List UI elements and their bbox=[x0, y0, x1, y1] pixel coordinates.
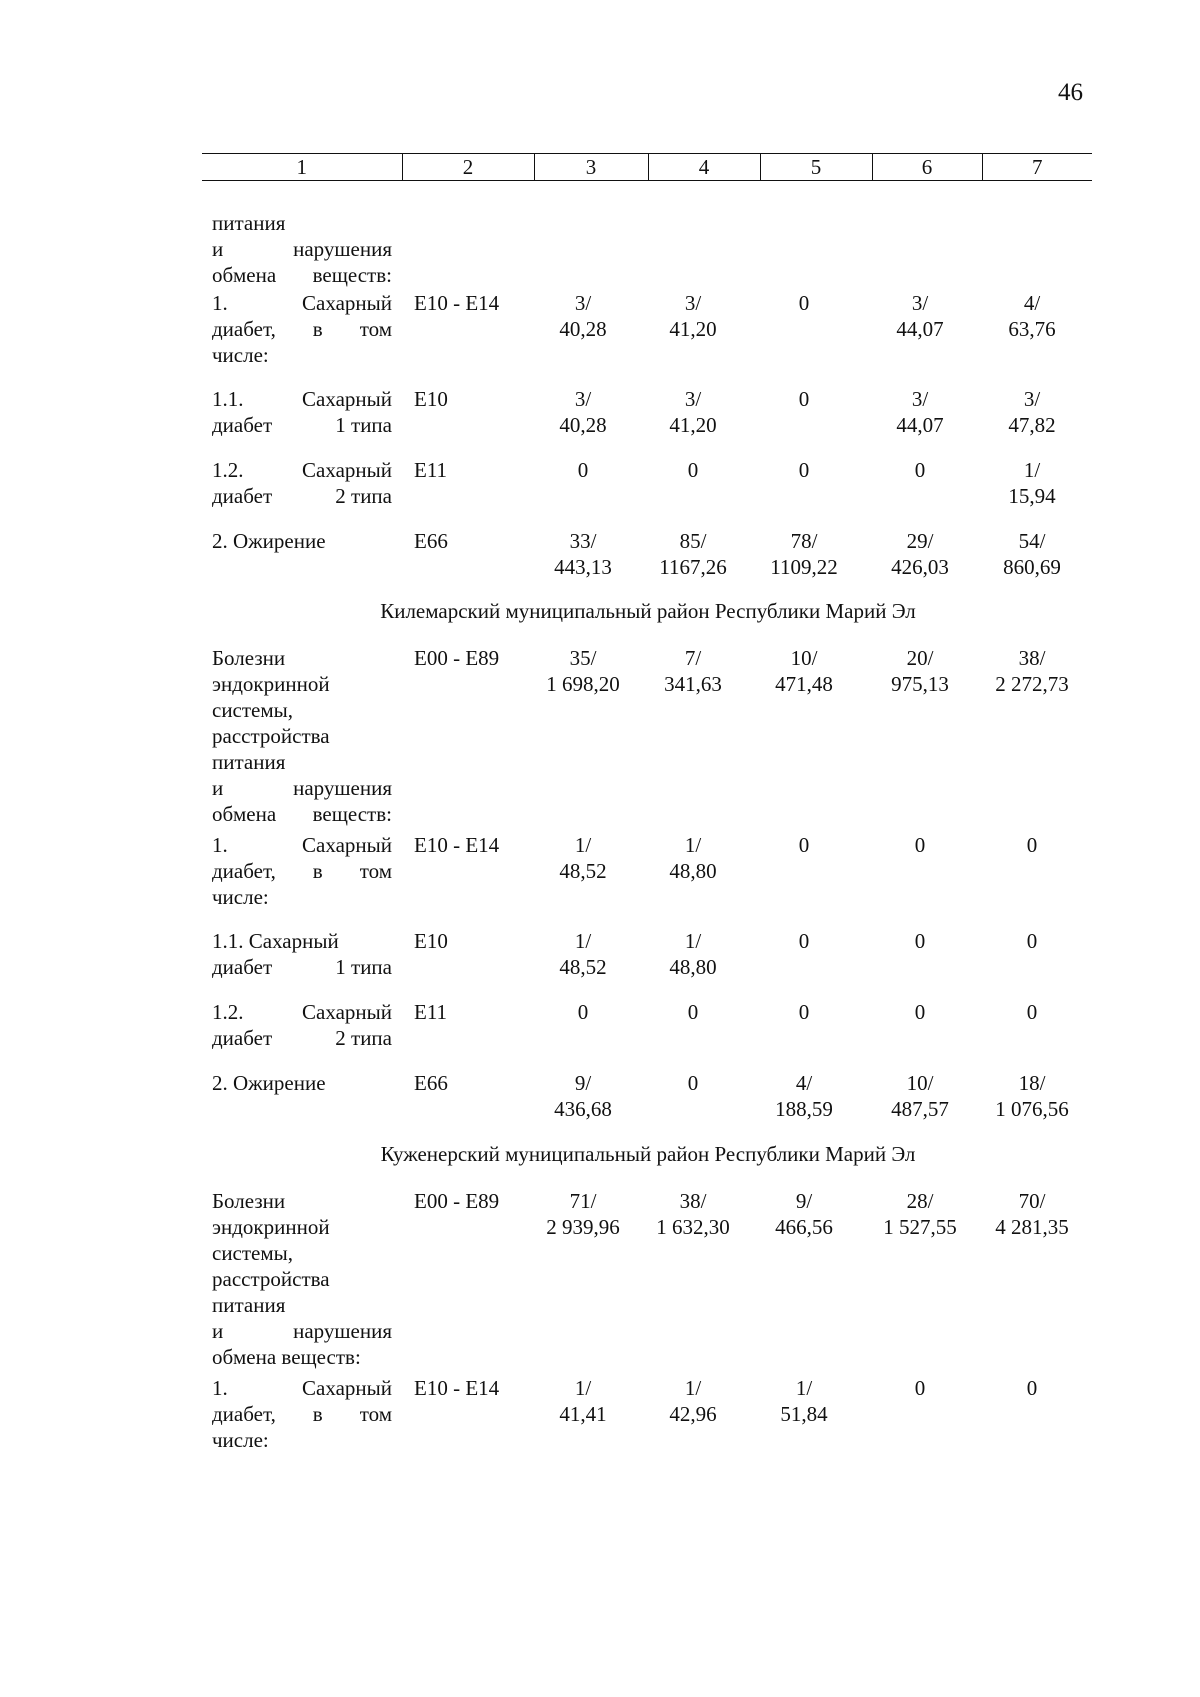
row-label-word: 1. bbox=[212, 291, 228, 315]
case-count: 0 bbox=[1026, 1000, 1038, 1024]
row-label-word: питания bbox=[212, 1293, 286, 1317]
row-label-word: Сахарный bbox=[302, 387, 392, 411]
value-cell-col-5 bbox=[749, 928, 859, 954]
case-count: 1/ bbox=[1023, 458, 1041, 482]
row-label bbox=[212, 1070, 392, 1096]
row-label-word: диабет bbox=[212, 1026, 273, 1050]
row-label-word: системы, bbox=[212, 698, 294, 722]
value-cell-col-5 bbox=[749, 1070, 859, 1122]
case-count: 3/ bbox=[574, 387, 592, 411]
value-cell-col-3 bbox=[528, 528, 638, 580]
row-label bbox=[212, 528, 392, 554]
row-label-word: обмена bbox=[212, 263, 277, 287]
rate-value: 1 632,30 bbox=[656, 1215, 730, 1239]
value-cell-col-7 bbox=[977, 999, 1087, 1025]
value-cell-col-7 bbox=[977, 645, 1087, 697]
row-label-word: диабет bbox=[212, 484, 273, 508]
rate-value: 975,13 bbox=[891, 672, 949, 696]
case-count: 54/ bbox=[1018, 529, 1046, 553]
row-label-word: питания bbox=[212, 211, 286, 235]
rate-value: 436,68 bbox=[554, 1097, 612, 1121]
column-number-6: 6 bbox=[872, 154, 982, 181]
value-cell-col-7 bbox=[977, 528, 1087, 580]
row-label bbox=[212, 1188, 392, 1370]
row-label-word: диабет bbox=[212, 955, 273, 979]
row-label bbox=[212, 457, 392, 509]
row-label-word: том bbox=[359, 1402, 392, 1426]
case-count: 38/ bbox=[679, 1189, 707, 1213]
row-label-word: диабет, bbox=[212, 859, 276, 883]
value-cell-col-7 bbox=[977, 290, 1087, 342]
case-count: 71/ bbox=[569, 1189, 597, 1213]
row-label-word: Сахарный bbox=[302, 1376, 392, 1400]
case-count: 28/ bbox=[906, 1189, 934, 1213]
column-number-1: 1 bbox=[202, 154, 402, 181]
row-label-word: 1.1. Сахарный bbox=[212, 929, 339, 953]
value-cell-col-7 bbox=[977, 1375, 1087, 1401]
rate-value: 4 281,35 bbox=[995, 1215, 1069, 1239]
value-cell-col-4 bbox=[638, 928, 748, 980]
row-label-word: нарушения bbox=[293, 1319, 392, 1343]
case-count: 0 bbox=[1026, 929, 1038, 953]
rate-value: 1 076,56 bbox=[995, 1097, 1069, 1121]
value-cell-col-6 bbox=[865, 386, 975, 438]
value-cell-col-5 bbox=[749, 999, 859, 1025]
case-count: 0 bbox=[687, 1000, 699, 1024]
value-cell-col-6 bbox=[865, 999, 975, 1025]
row-label-word: том bbox=[359, 317, 392, 341]
row-label-word: 1. bbox=[212, 833, 228, 857]
case-count: 0 bbox=[577, 1000, 589, 1024]
case-count: 0 bbox=[798, 833, 810, 857]
row-label-word: Сахарный bbox=[302, 833, 392, 857]
row-label-word: числе: bbox=[212, 885, 269, 909]
row-label-word: и bbox=[212, 237, 224, 261]
value-cell-col-3 bbox=[528, 1188, 638, 1240]
rate-value: 1 698,20 bbox=[546, 672, 620, 696]
value-cell-col-3 bbox=[528, 290, 638, 342]
case-count: 78/ bbox=[790, 529, 818, 553]
value-cell-col-3 bbox=[528, 832, 638, 884]
value-cell-col-3 bbox=[528, 1070, 638, 1122]
value-cell-col-3 bbox=[528, 999, 638, 1025]
value-cell-col-5 bbox=[749, 645, 859, 697]
case-count: 3/ bbox=[684, 291, 702, 315]
value-cell-col-6 bbox=[865, 832, 975, 858]
value-cell-col-3 bbox=[528, 386, 638, 438]
case-count: 7/ bbox=[684, 646, 702, 670]
case-count: 0 bbox=[577, 458, 589, 482]
case-count: 10/ bbox=[906, 1071, 934, 1095]
case-count: 18/ bbox=[1018, 1071, 1046, 1095]
rate-value: 2 939,96 bbox=[546, 1215, 620, 1239]
icd-code: E11 bbox=[414, 458, 448, 482]
column-number-7: 7 bbox=[982, 154, 1092, 181]
value-cell-col-7 bbox=[977, 1188, 1087, 1240]
case-count: 0 bbox=[914, 1000, 926, 1024]
rate-value: 63,76 bbox=[1008, 317, 1056, 341]
case-count: 0 bbox=[687, 458, 699, 482]
icd-code: E66 bbox=[414, 529, 448, 553]
value-cell-col-4 bbox=[638, 386, 748, 438]
case-count: 0 bbox=[798, 929, 810, 953]
case-count: 1/ bbox=[574, 929, 592, 953]
rate-value: 15,94 bbox=[1008, 484, 1056, 508]
value-cell-col-4 bbox=[638, 832, 748, 884]
case-count: 3/ bbox=[574, 291, 592, 315]
case-count: 0 bbox=[798, 291, 810, 315]
row-label-word: эндокринной bbox=[212, 672, 330, 696]
value-cell-col-3 bbox=[528, 645, 638, 697]
value-cell-col-7 bbox=[977, 928, 1087, 954]
case-count: 38/ bbox=[1018, 646, 1046, 670]
value-cell-col-5 bbox=[749, 832, 859, 858]
case-count: 4/ bbox=[795, 1071, 813, 1095]
case-count: 0 bbox=[914, 1376, 926, 1400]
row-label-word: диабет, bbox=[212, 1402, 276, 1426]
icd-code: E10 bbox=[414, 929, 448, 953]
value-cell-col-5 bbox=[749, 457, 859, 483]
row-label-word: эндокринной bbox=[212, 1215, 330, 1239]
rate-value: 341,63 bbox=[664, 672, 722, 696]
row-label-word: Сахарный bbox=[302, 458, 392, 482]
row-label-word: питания bbox=[212, 750, 286, 774]
case-count: 1/ bbox=[574, 1376, 592, 1400]
rate-value: 466,56 bbox=[775, 1215, 833, 1239]
row-label-word: в bbox=[312, 859, 323, 883]
column-number-2: 2 bbox=[402, 154, 534, 181]
value-cell-col-6 bbox=[865, 645, 975, 697]
icd-code: E10 bbox=[414, 387, 448, 411]
value-cell-col-4 bbox=[638, 1375, 748, 1427]
rate-value: 860,69 bbox=[1003, 555, 1061, 579]
rate-value: 2 272,73 bbox=[995, 672, 1069, 696]
value-cell-col-5 bbox=[749, 290, 859, 316]
rate-value: 1 527,55 bbox=[883, 1215, 957, 1239]
row-label-word: 2 типа bbox=[335, 1026, 392, 1050]
row-label-word: числе: bbox=[212, 1428, 269, 1452]
rate-value: 47,82 bbox=[1008, 413, 1056, 437]
rate-value: 41,20 bbox=[669, 317, 717, 341]
case-count: 0 bbox=[914, 833, 926, 857]
row-label-word: Болезни bbox=[212, 1189, 286, 1213]
value-cell-col-3 bbox=[528, 1375, 638, 1427]
case-count: 9/ bbox=[795, 1189, 813, 1213]
case-count: 35/ bbox=[569, 646, 597, 670]
case-count: 0 bbox=[1026, 1376, 1038, 1400]
case-count: 1/ bbox=[795, 1376, 813, 1400]
row-label-word: диабет, bbox=[212, 317, 276, 341]
rate-value: 40,28 bbox=[559, 413, 607, 437]
case-count: 1/ bbox=[684, 929, 702, 953]
row-label-word: том bbox=[359, 859, 392, 883]
case-count: 10/ bbox=[790, 646, 818, 670]
value-cell-col-4 bbox=[638, 1070, 748, 1096]
value-cell-col-5 bbox=[749, 1375, 859, 1427]
case-count: 70/ bbox=[1018, 1189, 1046, 1213]
case-count: 0 bbox=[798, 1000, 810, 1024]
case-count: 0 bbox=[798, 458, 810, 482]
value-cell-col-6 bbox=[865, 528, 975, 580]
value-cell-col-5 bbox=[749, 386, 859, 412]
row-label-word: и bbox=[212, 776, 224, 800]
value-cell-col-4 bbox=[638, 457, 748, 483]
rate-value: 42,96 bbox=[669, 1402, 717, 1426]
case-count: 29/ bbox=[906, 529, 934, 553]
rate-value: 426,03 bbox=[891, 555, 949, 579]
row-label-word: 1.2. bbox=[212, 1000, 244, 1024]
case-count: 3/ bbox=[684, 387, 702, 411]
row-label-word: 1 типа bbox=[335, 955, 392, 979]
case-count: 0 bbox=[687, 1071, 699, 1095]
value-cell-col-5 bbox=[749, 1188, 859, 1240]
case-count: 0 bbox=[1026, 833, 1038, 857]
case-count: 1/ bbox=[574, 833, 592, 857]
value-cell-col-4 bbox=[638, 1188, 748, 1240]
row-label-word: диабет bbox=[212, 413, 273, 437]
value-cell-col-6 bbox=[865, 290, 975, 342]
row-label bbox=[212, 928, 392, 980]
value-cell-col-6 bbox=[865, 1188, 975, 1240]
rate-value: 44,07 bbox=[896, 317, 944, 341]
case-count: 9/ bbox=[574, 1071, 592, 1095]
rate-value: 48,80 bbox=[669, 859, 717, 883]
rate-value: 443,13 bbox=[554, 555, 612, 579]
column-header-row bbox=[202, 153, 1092, 181]
case-count: 3/ bbox=[911, 291, 929, 315]
row-label-word: обмена bbox=[212, 802, 277, 826]
row-label-word: 1 типа bbox=[335, 413, 392, 437]
row-label-word: в bbox=[312, 317, 323, 341]
row-label-word: расстройства bbox=[212, 1267, 330, 1291]
rate-value: 1109,22 bbox=[770, 555, 838, 579]
rate-value: 1167,26 bbox=[659, 555, 727, 579]
row-label bbox=[212, 645, 392, 827]
row-label-word: 2. Ожирение bbox=[212, 1071, 326, 1095]
icd-code: E00 - E89 bbox=[414, 1189, 500, 1213]
section-title: Куженерский муниципальный район Республики Марий Эл bbox=[380, 1142, 916, 1166]
case-count: 0 bbox=[914, 458, 926, 482]
row-label-word: и bbox=[212, 1319, 224, 1343]
rate-value: 48,52 bbox=[559, 859, 607, 883]
value-cell-col-7 bbox=[977, 1070, 1087, 1122]
row-label-word: нарушения bbox=[293, 776, 392, 800]
value-cell-col-7 bbox=[977, 832, 1087, 858]
icd-code: E11 bbox=[414, 1000, 448, 1024]
value-cell-col-3 bbox=[528, 928, 638, 980]
icd-code: E10 - E14 bbox=[414, 833, 500, 857]
rate-value: 51,84 bbox=[780, 1402, 828, 1426]
column-number-4: 4 bbox=[648, 154, 760, 181]
value-cell-col-4 bbox=[638, 645, 748, 697]
column-number-5: 5 bbox=[760, 154, 872, 181]
case-count: 0 bbox=[914, 929, 926, 953]
row-label-word: нарушения bbox=[293, 237, 392, 261]
rate-value: 471,48 bbox=[775, 672, 833, 696]
value-cell-col-4 bbox=[638, 290, 748, 342]
row-label-word: 2. Ожирение bbox=[212, 529, 326, 553]
value-cell-col-6 bbox=[865, 1070, 975, 1122]
row-label-word: веществ: bbox=[312, 263, 392, 287]
row-label bbox=[212, 290, 392, 368]
row-label-word: веществ: bbox=[312, 802, 392, 826]
icd-code: E10 - E14 bbox=[414, 291, 500, 315]
row-label-word: числе: bbox=[212, 343, 269, 367]
section-title: Килемарский муниципальный район Республики Марий Эл bbox=[380, 599, 916, 623]
case-count: 1/ bbox=[684, 1376, 702, 1400]
row-label bbox=[212, 210, 392, 288]
icd-code: E66 bbox=[414, 1071, 448, 1095]
case-count: 3/ bbox=[1023, 387, 1041, 411]
row-label-word: 1.2. bbox=[212, 458, 244, 482]
value-cell-col-4 bbox=[638, 999, 748, 1025]
row-label bbox=[212, 999, 392, 1051]
case-count: 20/ bbox=[906, 646, 934, 670]
row-label-word: 2 типа bbox=[335, 484, 392, 508]
rate-value: 40,28 bbox=[559, 317, 607, 341]
case-count: 1/ bbox=[684, 833, 702, 857]
row-label bbox=[212, 1375, 392, 1453]
row-label-word: Сахарный bbox=[302, 291, 392, 315]
icd-code: E00 - E89 bbox=[414, 646, 500, 670]
row-label-word: в bbox=[312, 1402, 323, 1426]
rate-value: 188,59 bbox=[775, 1097, 833, 1121]
value-cell-col-6 bbox=[865, 1375, 975, 1401]
rate-value: 44,07 bbox=[896, 413, 944, 437]
row-label-word: системы, bbox=[212, 1241, 294, 1265]
rate-value: 48,80 bbox=[669, 955, 717, 979]
value-cell-col-7 bbox=[977, 457, 1087, 509]
value-cell-col-7 bbox=[977, 386, 1087, 438]
row-label-word: обмена веществ: bbox=[212, 1345, 361, 1369]
row-label-word: расстройства bbox=[212, 724, 330, 748]
rate-value: 41,41 bbox=[559, 1402, 607, 1426]
row-label-word: 1.1. bbox=[212, 387, 244, 411]
rate-value: 487,57 bbox=[891, 1097, 949, 1121]
rate-value: 41,20 bbox=[669, 413, 717, 437]
value-cell-col-6 bbox=[865, 457, 975, 483]
column-number-3: 3 bbox=[534, 154, 648, 181]
row-label-word: Сахарный bbox=[302, 1000, 392, 1024]
case-count: 85/ bbox=[679, 529, 707, 553]
value-cell-col-5 bbox=[749, 528, 859, 580]
row-label bbox=[212, 832, 392, 910]
row-label-word: Болезни bbox=[212, 646, 286, 670]
rate-value: 48,52 bbox=[559, 955, 607, 979]
case-count: 0 bbox=[798, 387, 810, 411]
page-number: 46 bbox=[1058, 79, 1083, 106]
case-count: 4/ bbox=[1023, 291, 1041, 315]
value-cell-col-6 bbox=[865, 928, 975, 954]
value-cell-col-3 bbox=[528, 457, 638, 483]
case-count: 3/ bbox=[911, 387, 929, 411]
icd-code: E10 - E14 bbox=[414, 1376, 500, 1400]
row-label-word: 1. bbox=[212, 1376, 228, 1400]
case-count: 33/ bbox=[569, 529, 597, 553]
value-cell-col-4 bbox=[638, 528, 748, 580]
row-label bbox=[212, 386, 392, 438]
